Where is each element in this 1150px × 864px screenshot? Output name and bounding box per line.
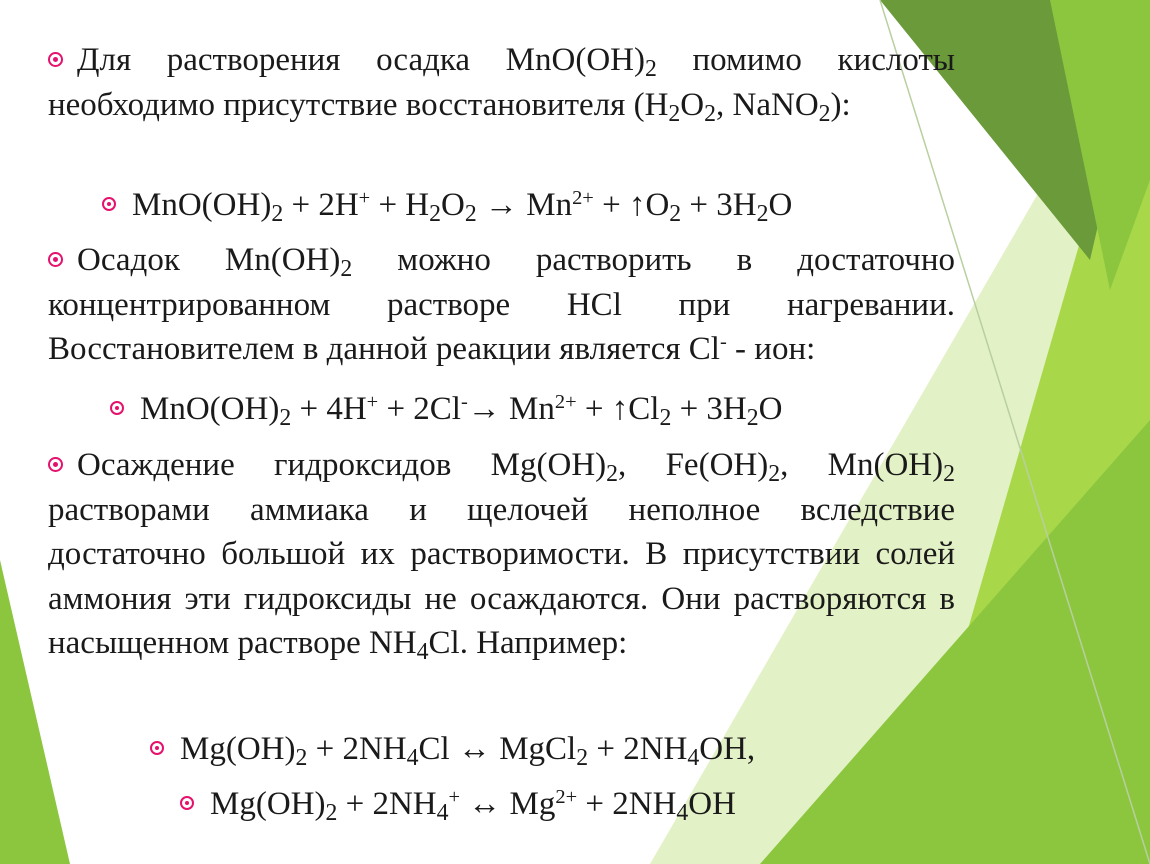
pink-ring-bullet-icon [150,741,164,755]
equation-mno-oh-hcl: $MnO(OH)_2 + 4H^+ + 2Cl^-\to Mn^{2+}$ + $↑Cl_2 + 3H_2O$ [110,387,782,431]
pink-ring-bullet-icon [110,401,124,415]
paragraph-hydroxide-precipitation: Осаждение гидроксидов $Mg(OH)_2$, $Fe(OH)_2$, $Mn(OH)_2$ растворами аммиака и щелочей неполное вследствие достаточно большой их растворимости. В присутствии солей аммония эти гидроксиды не осаждаются. Они растворяются в насыщенном растворе $NH_4Cl$. Например: [48,447,956,665]
p1-text-a: Для растворения осадка MnO(OH) [77,42,645,78]
equation-mg-oh-nh4cl: $Mg(OH)_2 + 2NH_4Cl$ ↔ MgCl$_2$ + $2NH_4OH$, [150,727,755,771]
paragraph-mn-oh-hcl: Осадок $Mn(OH)_2$ можно растворить в достаточно концентрированном растворе HCl при нагревании. Восстановителем в данной реакции является Cl- - ион: [48,242,955,367]
pink-ring-bullet-icon [180,796,194,810]
pink-ring-bullet-icon [48,52,63,67]
equation-mg-oh-nh4-ion: $Mg(OH)_2 + 2NH_4^+$ ↔ $Mg^{2+} + 2NH_4OH$ [180,782,736,826]
pink-ring-bullet-icon [102,197,116,211]
equation-mno-oh-h2o2: $MnO(OH)_2 + 2H^+ + H_2O_2 \to Mn^{2+}$ + $↑O_2 + 3H_2O$ [102,183,792,227]
paragraph-mno-oh-dissolution: Для растворения осадка $MnO(OH)_2$ помимо кислоты необходимо присутствие восстановителя ($H_2O_2$, NaNO$_2$): [48,42,955,127]
pink-ring-bullet-icon [48,252,63,267]
pink-ring-bullet-icon [48,457,63,472]
